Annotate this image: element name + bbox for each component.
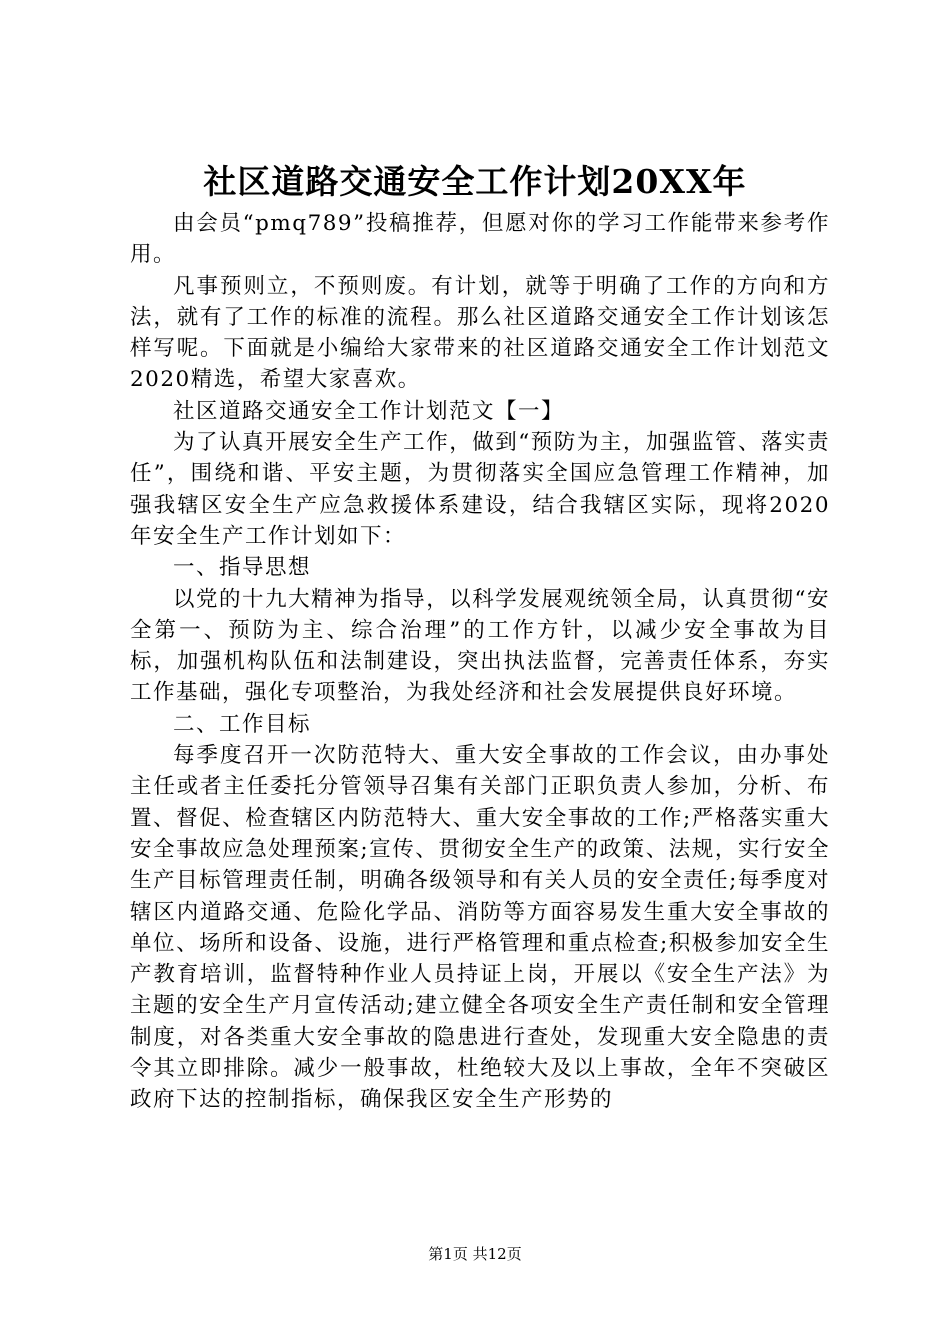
document-title: 社区道路交通安全工作计划20XX年 bbox=[203, 162, 747, 201]
page-footer: 第1页 共12页 bbox=[428, 1245, 522, 1263]
section-heading-work-goals: 二、工作目标 bbox=[173, 711, 312, 737]
section-heading-sample-one: 社区道路交通安全工作计划范文【一】 bbox=[173, 398, 565, 424]
paragraph-preface: 凡事预则立，不预则废。有计划，就等于明确了工作的方向和方法，就有了工作的标准的流程。那么社区道路交通安全工作计划该怎样写呢。下面就是小编给大家带来的社区道路交通安全工作计划范文2020精选，希望大家喜欢。 bbox=[130, 273, 830, 393]
document-body bbox=[130, 208, 830, 1116]
paragraph-guiding-ideology: 以党的十九大精神为指导，以科学发展观统领全局，认真贯彻“安全第一、预防为主、综合治理”的工作方针，以减少安全事故为目标，加强机构队伍和法制建设，突出执法监督，完善责任体系，夯实工作基础，强化专项整治，为我处经济和社会发展提供良好环境。 bbox=[130, 586, 830, 706]
paragraph-intro: 由会员“pmq789”投稿推荐，但愿对你的学习工作能带来参考作用。 bbox=[130, 211, 830, 268]
paragraph-work-goals: 每季度召开一次防范特大、重大安全事故的工作会议，由办事处主任或者主任委托分管领导召集有关部门正职负责人参加，分析、布置、督促、检查辖区内防范特大、重大安全事故的工作;严格落实重大安全事故应急处理预案;宣传、贯彻安全生产的政策、法规，实行安全生产目标管理责任制，明确各级领导和有关人员的安全责任;每季度对辖区内道路交通、危险化学品、消防等方面容易发生重大安全事故的单位、场所和设备、设施，进行严格管理和重点检查;积极参加安全生产教育培训，监督特种作业人员持证上岗，开展以《安全生产法》为主题的安全生产月宣传活动;建立健全各项安全生产责任制和安全管理制度，对各类重大安全事故的隐患进行查处，发现重大安全隐患的责令其立即排除。减少一般事故，杜绝较大及以上事故，全年不突破区政府下达的控制指标，确保我区安全生产形势的 bbox=[130, 743, 830, 1113]
section-heading-guiding-ideology: 一、指导思想 bbox=[173, 555, 312, 581]
paragraph-overview: 为了认真开展安全生产工作，做到“预防为主，加强监管、落实责任”，围绕和谐、平安主题，为贯彻落实全国应急管理工作精神，加强我辖区安全生产应急救援体系建设，结合我辖区实际，现将2020年安全生产工作计划如下： bbox=[130, 430, 830, 549]
